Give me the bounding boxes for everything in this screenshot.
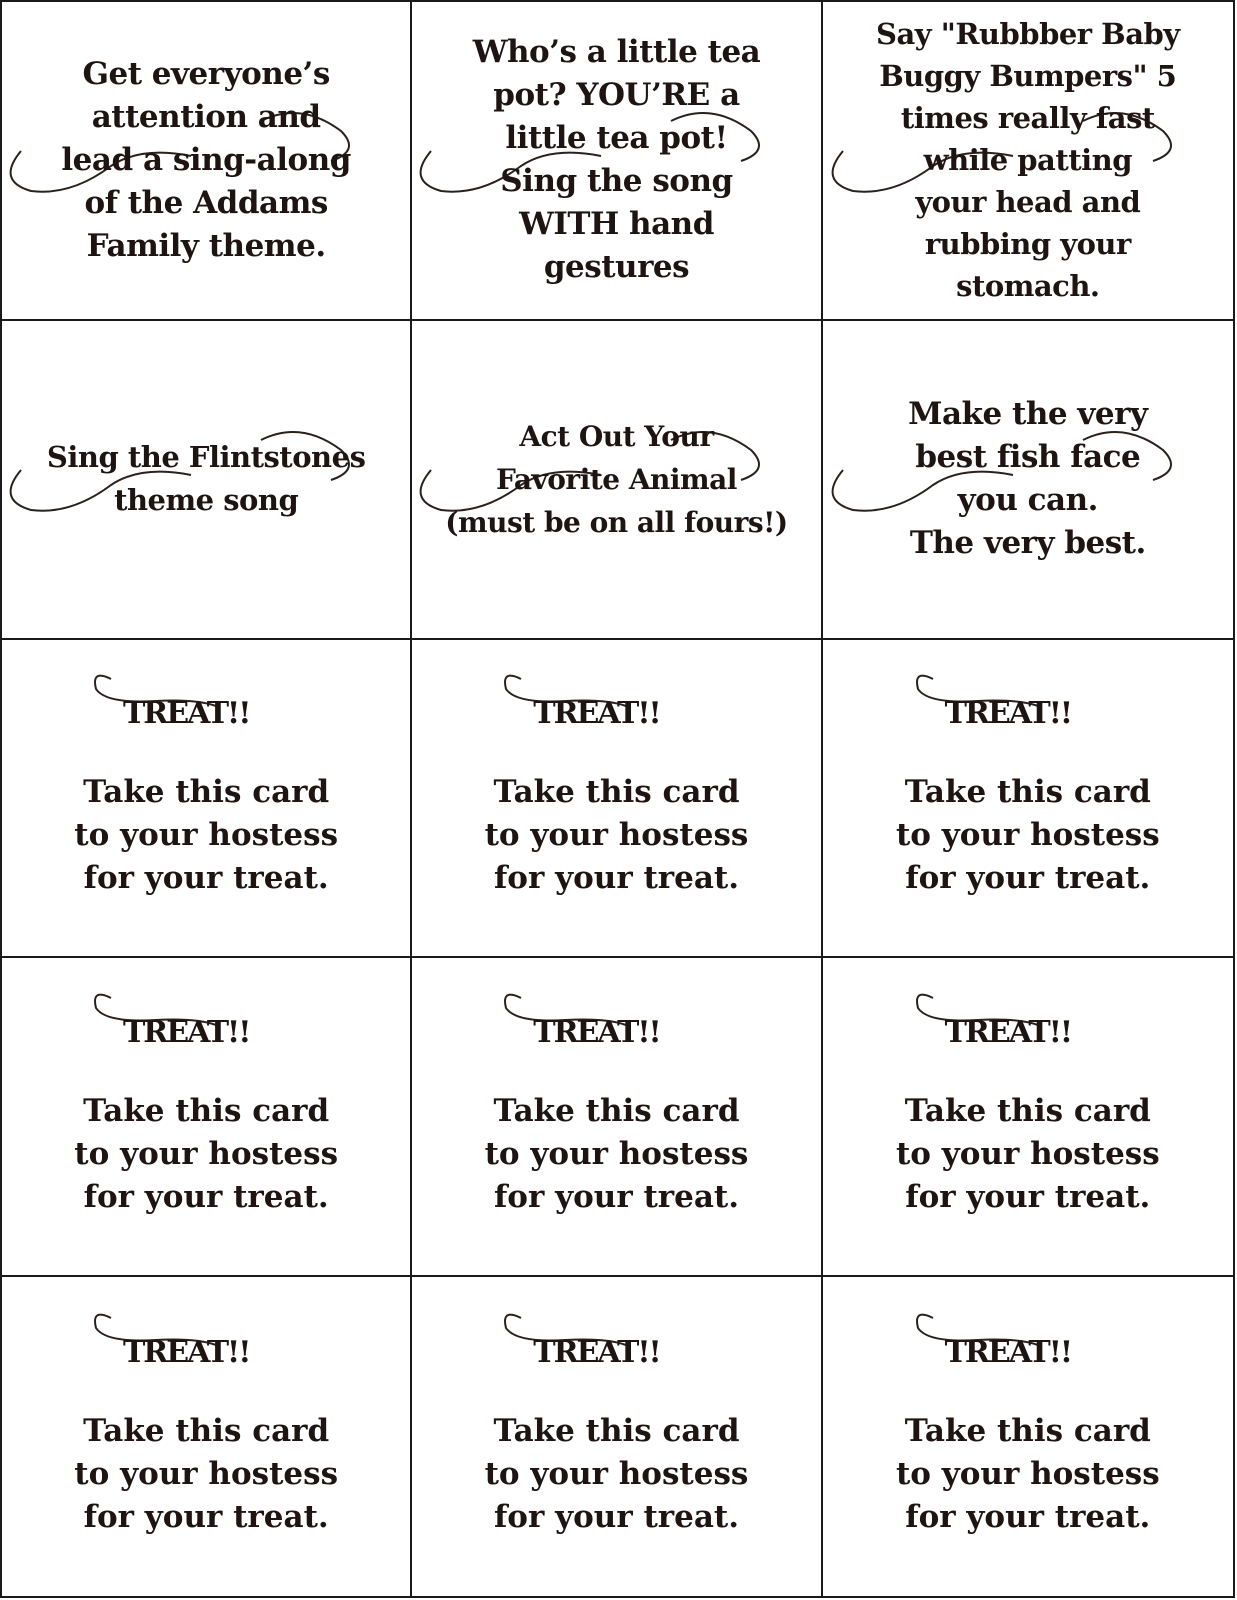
dare-card [2,2,412,321]
treat-title: TREAT!! [533,1334,660,1370]
treat-card [2,640,412,959]
treat-title: TREAT!! [122,1334,250,1370]
treat-title: TREAT!! [944,1014,1072,1050]
treat-body: Take this card to your hostess for your treat. [895,773,1160,896]
dare-text: Act Out Your Favorite Animal (must be on all fours!) [445,419,788,539]
dare-text: Sing the Flintstones theme song [46,440,366,518]
treat-card [2,958,412,1277]
treat-body: Take this card to your hostess for your treat. [484,773,749,896]
treat-card [412,1277,822,1596]
dare-text: Who’s a little tea pot? YOU’RE a little tea pot! Sing the song WITH hand gestures [472,34,761,286]
treat-title: TREAT!! [944,1334,1072,1370]
treat-card [412,958,822,1277]
treat-card [823,958,1233,1277]
dare-text: Get everyone’s attention and lead a sing-along of the Addams Family theme. [61,55,351,264]
treat-body: Take this card to your hostess for your treat. [484,1412,749,1535]
treat-body: Take this card to your hostess for your treat. [74,1412,339,1535]
treat-title: TREAT!! [122,695,250,731]
treat-body: Take this card to your hostess for your treat. [74,1092,339,1215]
treat-body: Take this card to your hostess for your treat. [895,1412,1160,1535]
treat-title: TREAT!! [533,695,660,731]
treat-card [823,1277,1233,1596]
dare-text: Say "Rubbber Baby Buggy Bumpers" 5 times really fast while patting your head and rubbing your stomach. [876,17,1180,304]
treat-body: Take this card to your hostess for your treat. [484,1092,749,1215]
dare-card [2,321,412,640]
treat-body: Take this card to your hostess for your treat. [895,1092,1160,1215]
treat-card [823,640,1233,959]
treat-card [412,640,822,959]
treat-title: TREAT!! [533,1014,660,1050]
dare-card [412,321,822,640]
treat-card [2,1277,412,1596]
dare-card [823,2,1233,321]
treat-title: TREAT!! [944,695,1072,731]
dare-card [412,2,822,321]
treat-title: TREAT!! [122,1014,250,1050]
dare-card [823,321,1233,640]
treat-body: Take this card to your hostess for your treat. [74,773,339,896]
dare-text: Make the very best fish face you can. The very best. [908,396,1148,562]
